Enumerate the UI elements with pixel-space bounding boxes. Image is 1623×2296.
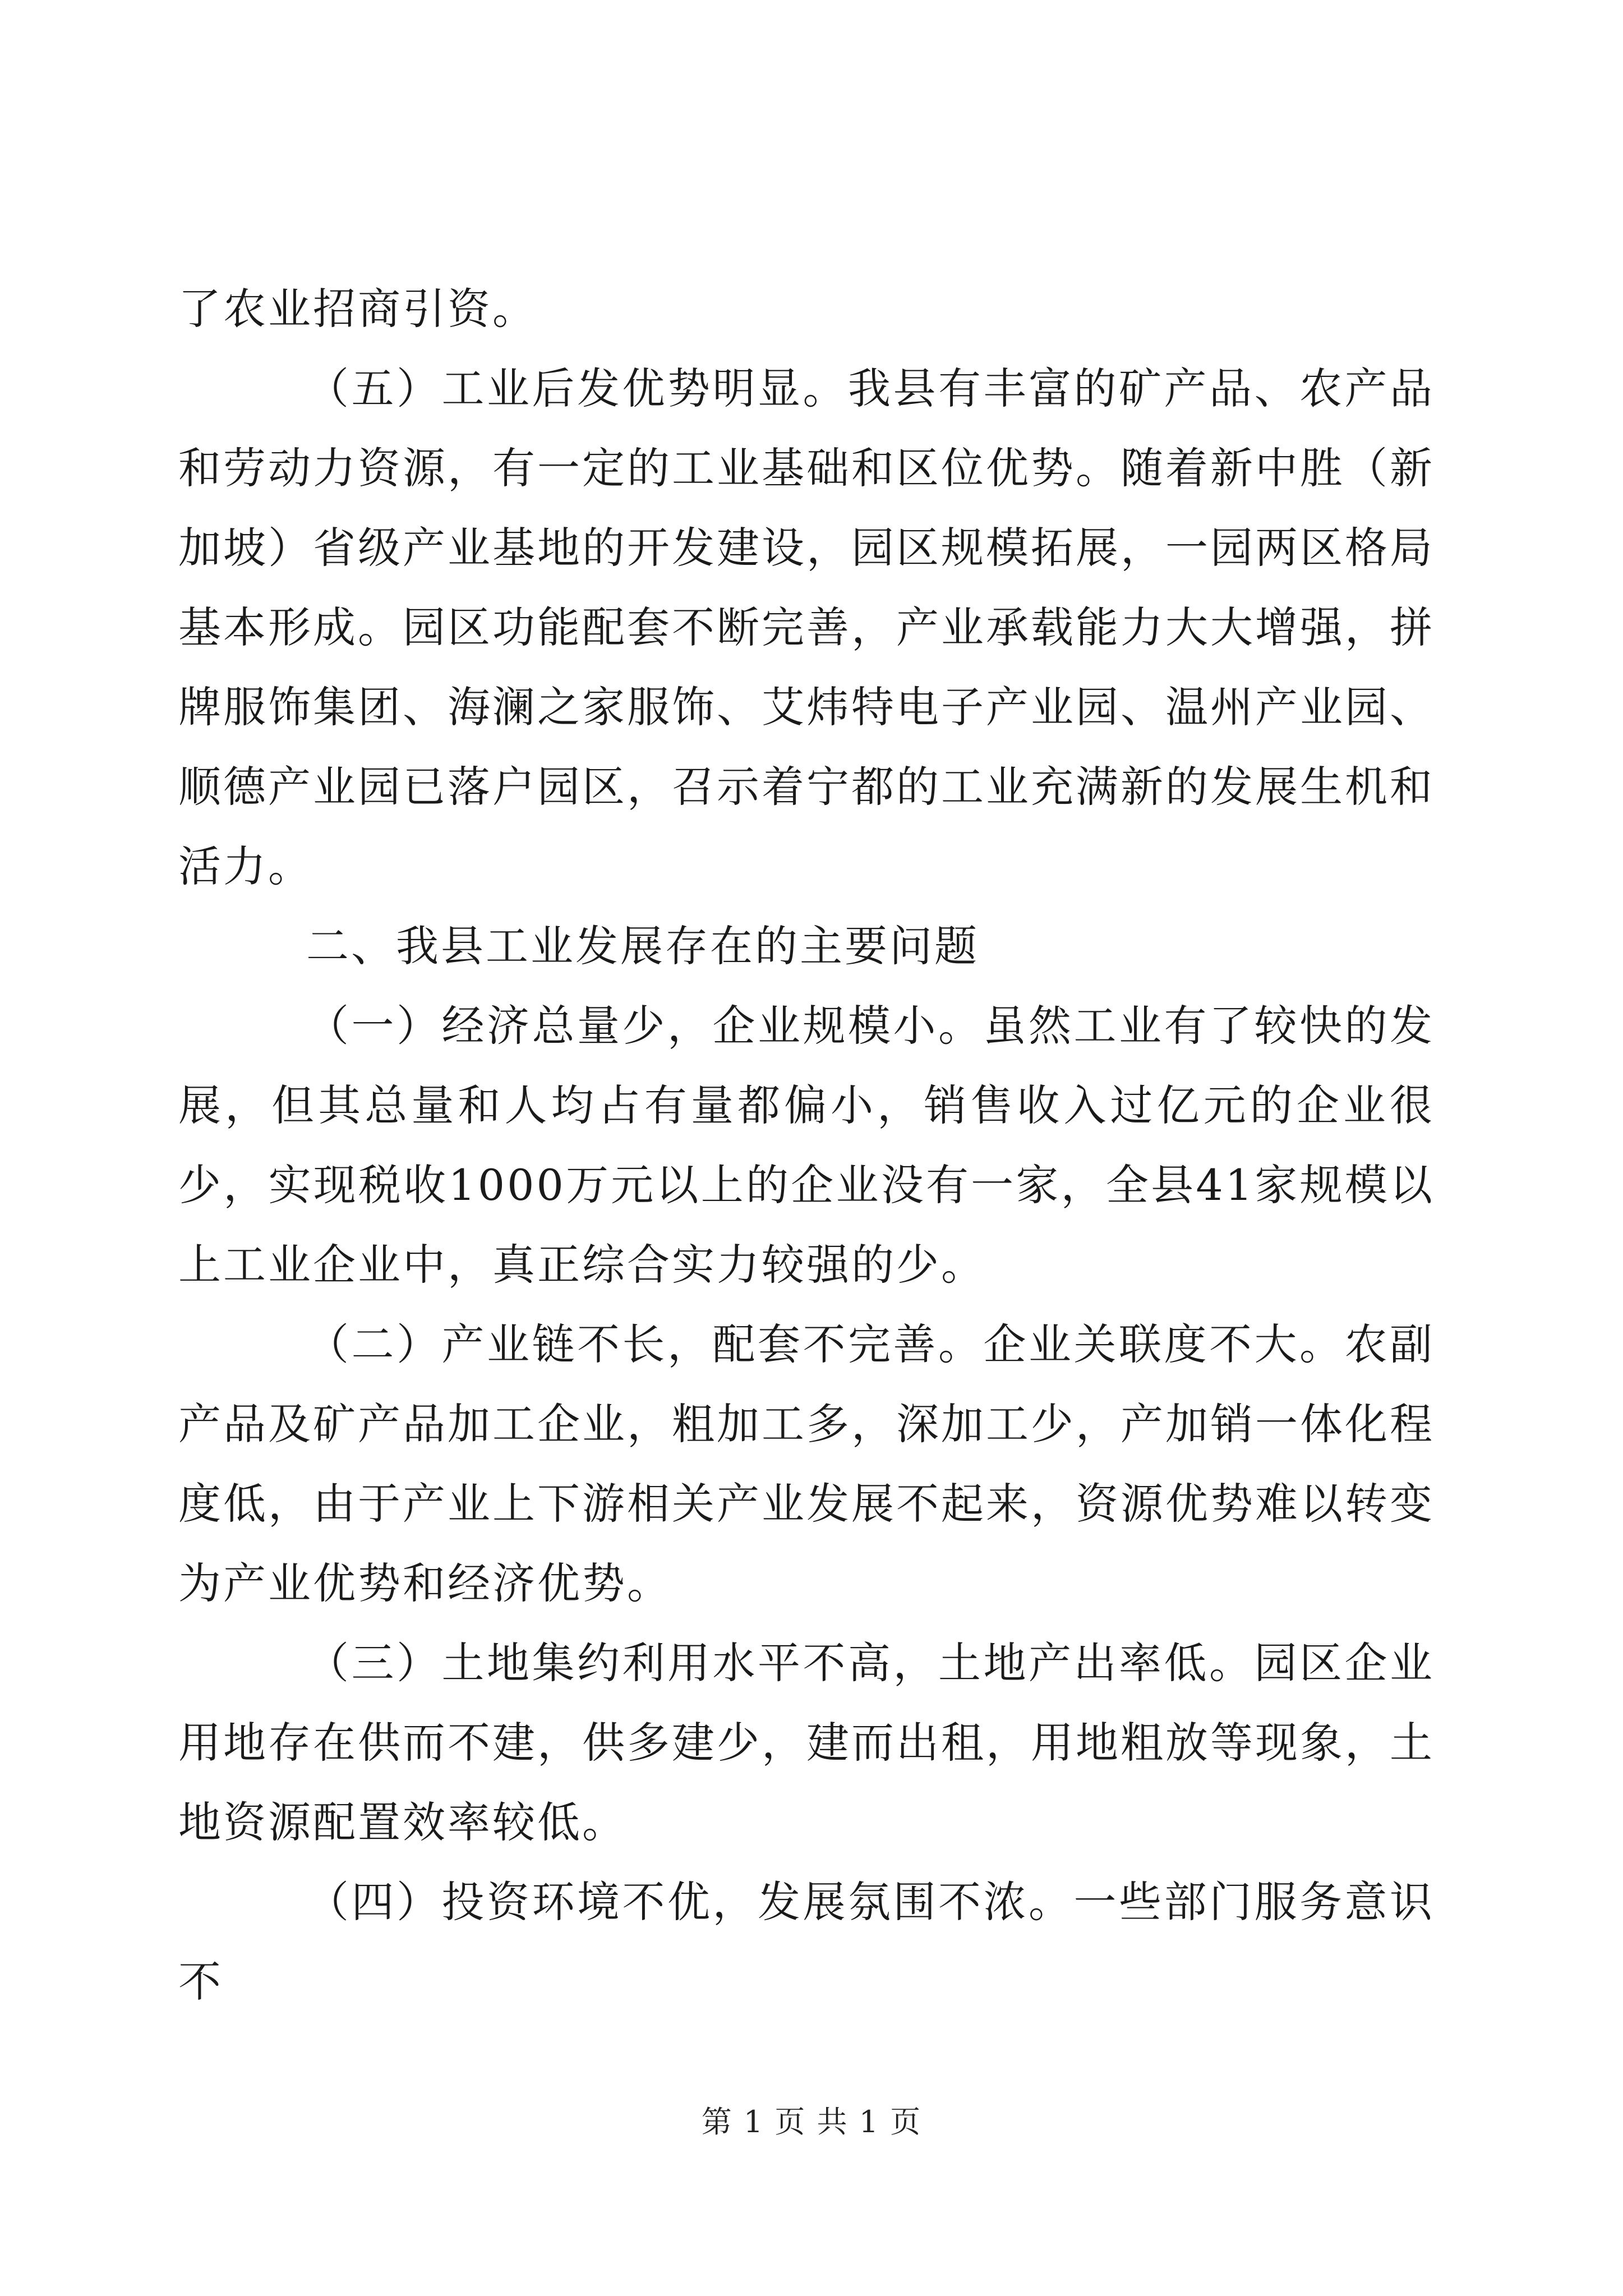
paragraph-land-use: （三）土地集约利用水平不高，土地产出率低。园区企业用地存在供而不建，供多建少，建而出租，用地粗放等现象，土地资源配置效率较低。 (178, 1638, 1435, 1847)
document-body (178, 269, 1435, 2022)
section-heading-problems: 二、我县工业发展存在的主要问题 (306, 921, 979, 971)
page-number-footer: 第 1 页 共 1 页 (701, 2104, 922, 2139)
paragraph-industry-advantage: （五）工业后发优势明显。我县有丰富的矿产品、农产品和劳动力资源，有一定的工业基础和区位优势。随着新中胜（新加坡）省级产业基地的开发建设，园区规模拓展，一园两区格局基本形成。园区功能配套不断完善，产业承载能力大大增强，拼牌服饰集团、海澜之家服饰、艾炜特电子产业园、温州产业园、顺德产业园已落户园区，召示着宁都的工业充满新的发展生机和活力。 (178, 364, 1435, 891)
paragraph-industry-chain: （二）产业链不长，配套不完善。企业关联度不大。农副产品及矿产品加工企业，粗加工多，深加工少，产加销一体化程度低，由于产业上下游相关产业发展不起来，资源优势难以转变为产业优势和经济优势。 (178, 1319, 1435, 1608)
paragraph-economic-scale: （一）经济总量少，企业规模小。虽然工业有了较快的发展，但其总量和人均占有量都偏小，销售收入过亿元的企业很少，实现税收1000万元以上的企业没有一家，全县41家规模以上工业企业中，真正综合实力较强的少。 (178, 1001, 1435, 1290)
paragraph-investment-environment: （四）投资环境不优，发展氛围不浓。一些部门服务意识不 (178, 1877, 1435, 2007)
paragraph-continuation: 了农业招商引资。 (178, 284, 537, 334)
